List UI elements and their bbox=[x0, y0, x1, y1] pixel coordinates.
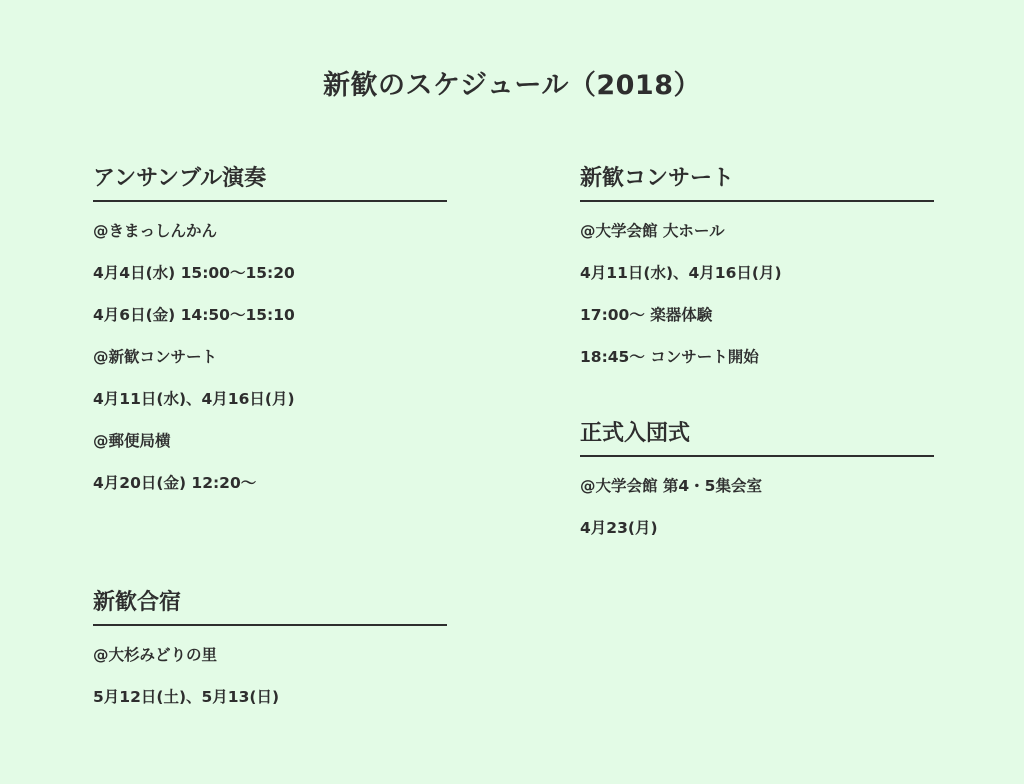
schedule-venue: @新歓コンサート bbox=[93, 348, 218, 366]
schedule-venue: @大学会館 第4・5集会室 bbox=[580, 477, 762, 495]
section-admission-ceremony bbox=[580, 419, 934, 549]
section-heading: 新歓コンサート bbox=[580, 164, 934, 202]
section-welcome-camp bbox=[93, 588, 447, 718]
section-heading: アンサンブル演奏 bbox=[93, 164, 447, 202]
schedule-date: 4月20日(金) 12:20〜 bbox=[93, 474, 257, 492]
schedule-date: 4月11日(水)、4月16日(月) bbox=[93, 390, 295, 408]
schedule-date: 4月23(月) bbox=[580, 519, 658, 537]
section-heading: 正式入団式 bbox=[580, 419, 934, 457]
section-welcome-concert bbox=[580, 164, 934, 378]
schedule-time: 18:45〜 コンサート開始 bbox=[580, 348, 759, 366]
schedule-date: 4月11日(水)、4月16日(月) bbox=[580, 264, 782, 282]
schedule-time: 17:00〜 楽器体験 bbox=[580, 306, 713, 324]
schedule-list bbox=[580, 210, 934, 378]
page-title: 新歓のスケジュール（2018） bbox=[322, 70, 702, 101]
section-heading: 新歓合宿 bbox=[93, 588, 447, 626]
schedule-date: 4月4日(水) 15:00〜15:20 bbox=[93, 264, 295, 282]
schedule-list bbox=[580, 465, 934, 549]
schedule-venue: @郵便局横 bbox=[93, 432, 171, 450]
schedule-date: 5月12日(土)、5月13(日) bbox=[93, 688, 280, 706]
section-ensemble-performance bbox=[93, 164, 447, 504]
schedule-list bbox=[93, 210, 447, 504]
schedule-venue: @大杉みどりの里 bbox=[93, 646, 218, 664]
schedule-venue: @きまっしんかん bbox=[93, 222, 218, 240]
schedule-date: 4月6日(金) 14:50〜15:10 bbox=[93, 306, 295, 324]
schedule-list bbox=[93, 634, 447, 718]
schedule-venue: @大学会館 大ホール bbox=[580, 222, 725, 240]
